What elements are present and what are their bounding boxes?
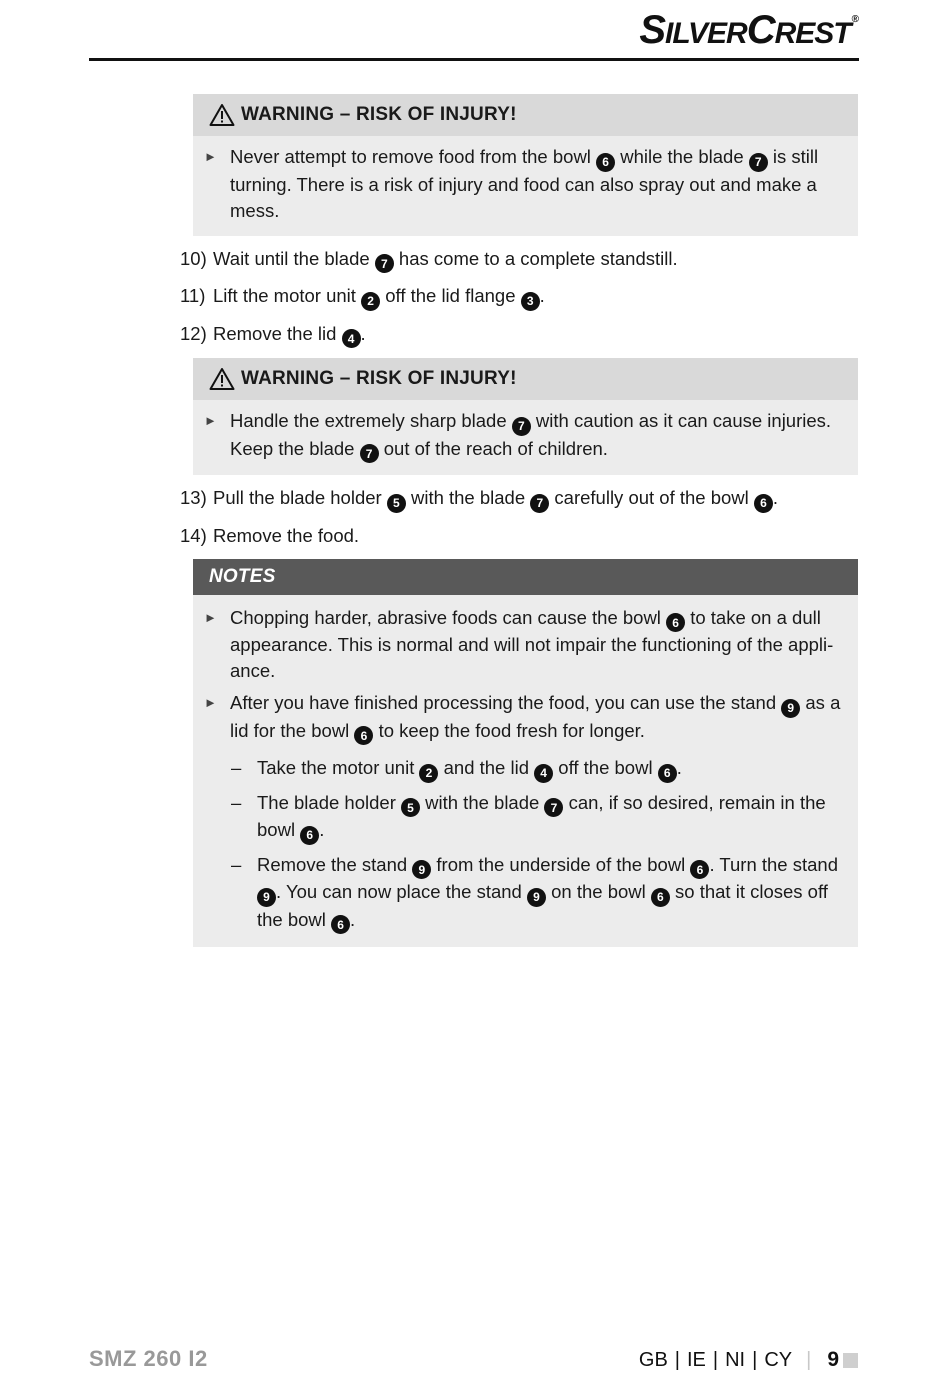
body-text: Never attempt to remove food from the bowl (230, 146, 597, 167)
body-text: Remove the lid (213, 322, 342, 344)
body-text: Pull the blade holder (213, 487, 387, 508)
body-text: Chopping harder, abrasive foods can cause the bowl (230, 606, 667, 628)
body-text: on the bowl (545, 881, 651, 902)
body-text: . (772, 487, 779, 508)
body-text: so that it closes off the bowl (257, 881, 828, 930)
part-number-marker: 5 (401, 798, 420, 817)
body-text: carefully out of the bowl (549, 487, 754, 508)
warning-box (193, 94, 858, 236)
body-text: . (539, 285, 545, 306)
arrow-bullet-icon: ► (204, 413, 217, 428)
page-number: 9 (827, 1348, 839, 1371)
part-number-marker: 7 (530, 494, 549, 513)
header-rule (89, 58, 859, 61)
body-text: Remove the food. (213, 524, 360, 546)
part-number-marker: 6 (658, 764, 677, 783)
warning-title: WARNING – RISK OF INJURY! (241, 104, 517, 125)
notes-title: NOTES (209, 565, 276, 587)
part-number-marker: 7 (544, 798, 563, 817)
warning-header (193, 358, 858, 400)
dash-bullet: – (231, 853, 242, 875)
part-number-marker: 9 (257, 888, 276, 907)
body-text: has come to a complete standstill. (393, 247, 678, 269)
body-text: Handle the extremely sharp blade (230, 410, 512, 431)
body-text: as a lid for the bowl (230, 692, 841, 741)
notes-subbullet (203, 852, 842, 935)
body-text: with the blade (405, 487, 531, 508)
part-number-marker: 7 (749, 153, 768, 172)
body-text: off the bowl (553, 757, 658, 778)
separator: | (674, 1348, 680, 1371)
body-text: Take the motor unit (257, 757, 420, 778)
body-text: off the lid flange (380, 285, 521, 306)
body-text: to keep the food fresh for longer. (373, 719, 645, 741)
part-number-marker: 6 (754, 494, 773, 513)
separator: | (806, 1348, 812, 1371)
step-item: 12) Remove the lid 4 . (180, 321, 860, 349)
separator: | (712, 1348, 719, 1371)
body-text: . (350, 908, 356, 930)
body-text: while the blade (615, 146, 749, 167)
body-text: After you have finished processing the food, you can use the stand (230, 692, 782, 713)
part-number-marker: 7 (375, 254, 394, 273)
separator: | (752, 1348, 758, 1371)
body-text: is still turning. There is a risk of injury and food can also spray out and make a mess. (230, 146, 819, 221)
body-text: . You can now place the stand (276, 881, 527, 902)
part-number-marker: 6 (354, 726, 373, 745)
part-number-marker: 6 (596, 153, 615, 172)
warning-bullet (203, 408, 842, 463)
part-number-marker: 9 (781, 699, 800, 718)
lang-code: CY (764, 1348, 793, 1371)
arrow-bullet-icon: ► (204, 609, 217, 625)
part-number-marker: 6 (666, 613, 685, 632)
notes-subbullet (203, 755, 842, 783)
notes-box (193, 559, 858, 948)
body-text: Wait until the blade (213, 247, 375, 269)
body-text: The blade holder (257, 791, 401, 813)
warning-bullet (203, 144, 842, 224)
body-text: Lift the motor unit (213, 285, 362, 306)
brand-logo: SILVERCREST® (639, 8, 858, 52)
lang-code: IE (687, 1348, 706, 1371)
warning-header (193, 94, 858, 136)
body-text: . (360, 322, 366, 344)
body-text: with caution as it can cause injuries. Keep the blade (230, 410, 832, 459)
footer-right (639, 1348, 858, 1372)
steps-list-a (180, 246, 860, 349)
part-number-marker: 7 (360, 444, 379, 463)
notes-bullet (203, 690, 842, 745)
body-text: can, if so desired, remain in the bowl (257, 791, 826, 840)
part-number-marker: 6 (300, 826, 319, 845)
lang-code: NI (725, 1348, 746, 1371)
warning-triangle-icon (209, 367, 235, 391)
part-number-marker: 5 (387, 494, 406, 513)
arrow-bullet-icon: ► (204, 695, 217, 710)
part-number-marker: 6 (651, 888, 670, 907)
part-number-marker: 6 (331, 915, 350, 934)
steps-list-b (180, 485, 860, 549)
body-text: and the lid (438, 757, 535, 778)
warning-title: WARNING – RISK OF INJURY! (241, 368, 517, 389)
lang-code: GB (638, 1348, 668, 1371)
body-text: . (676, 757, 682, 778)
page-content (180, 94, 860, 947)
part-number-marker: 7 (512, 417, 531, 436)
arrow-bullet-icon: ► (204, 149, 217, 164)
dash-bullet: – (231, 791, 242, 813)
part-number-marker: 9 (527, 888, 546, 907)
notes-header (193, 559, 858, 595)
step-item: 13) Pull the blade holder 5 with the blade 7 carefully out of the bowl 6 . (180, 485, 860, 513)
part-number-marker: 2 (419, 764, 438, 783)
page-marker-square (843, 1353, 858, 1368)
step-item: 14) Remove the food. (180, 524, 360, 546)
body-text: to take on a dull appearance. This is normal and will not impair the functioning of the appli-ance. (230, 606, 834, 681)
part-number-marker: 6 (690, 860, 709, 879)
step-item: 10) Wait until the blade 7 has come to a complete standstill. (180, 246, 860, 274)
part-number-marker: 2 (361, 292, 380, 311)
part-number-marker: 3 (521, 292, 540, 311)
model-number: SMZ 260 I2 (89, 1346, 208, 1371)
body-text: . Turn the stand (709, 853, 838, 875)
part-number-marker: 4 (342, 329, 361, 348)
part-number-marker: 4 (534, 764, 553, 783)
warning-triangle-icon (209, 103, 235, 127)
dash-bullet: – (231, 757, 242, 778)
body-text: . (319, 819, 325, 840)
body-text: out of the reach of children. (378, 437, 608, 459)
notes-subbullet (203, 790, 842, 845)
body-text: with the blade (420, 791, 545, 813)
body-text: from the underside of the bowl (431, 853, 691, 875)
body-text: Remove the stand (257, 853, 413, 875)
warning-box (193, 358, 858, 475)
part-number-marker: 9 (412, 860, 431, 879)
step-item: 11) Lift the motor unit 2 off the lid flange 3 . (180, 283, 860, 311)
notes-bullet (203, 605, 842, 685)
